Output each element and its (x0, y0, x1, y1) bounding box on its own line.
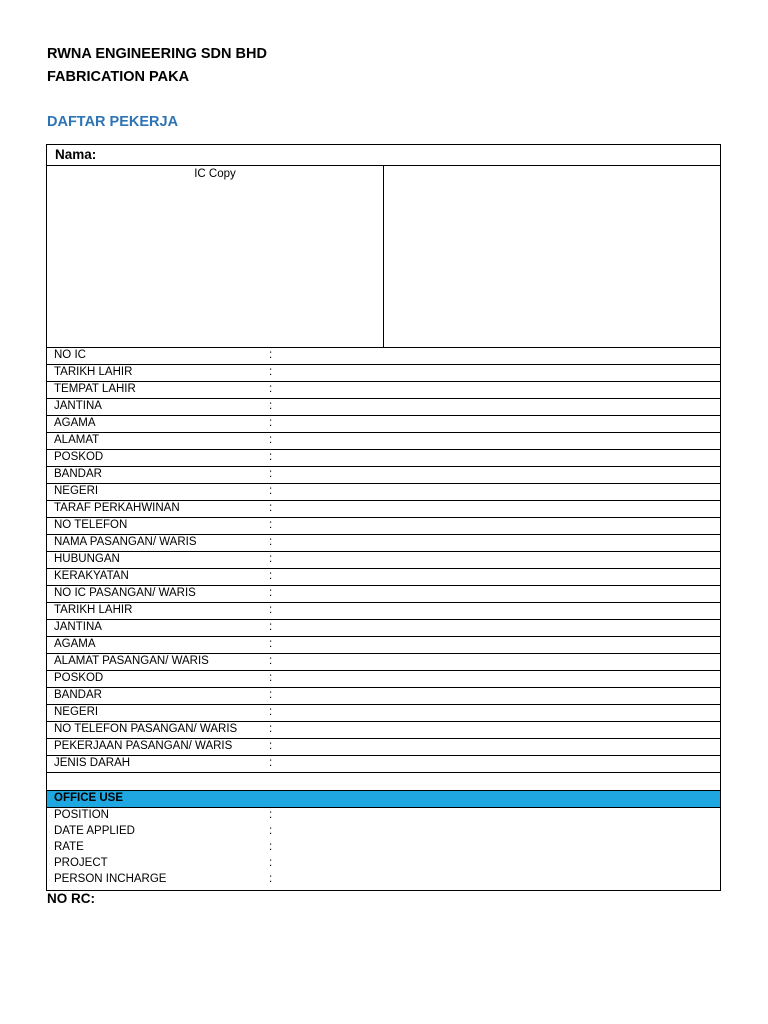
field-label: NEGERI (54, 485, 99, 497)
field-label: PEKERJAAN PASANGAN/ WARIS (54, 740, 233, 752)
field-separator: : (269, 757, 273, 769)
field-label: TARIKH LAHIR (54, 604, 133, 616)
field-row (47, 450, 720, 467)
office-field-row (47, 857, 720, 873)
field-separator: : (269, 366, 273, 378)
office-field-separator: : (269, 857, 273, 869)
field-label: BANDAR (54, 689, 102, 701)
field-label: POSKOD (54, 672, 104, 684)
office-field-label: PERSON INCHARGE (54, 873, 167, 885)
field-label: TARIKH LAHIR (54, 366, 133, 378)
no-rc-label: NO RC: (47, 891, 95, 906)
field-label: BANDAR (54, 468, 102, 480)
field-row (47, 705, 720, 722)
field-row (47, 603, 720, 620)
field-label: ALAMAT (54, 434, 100, 446)
office-field-separator: : (269, 841, 273, 853)
field-label: JANTINA (54, 621, 102, 633)
field-separator: : (269, 570, 273, 582)
name-row (47, 145, 720, 166)
field-label: JANTINA (54, 400, 102, 412)
field-separator: : (269, 621, 273, 633)
field-label: KERAKYATAN (54, 570, 129, 582)
office-field-label: POSITION (54, 809, 109, 821)
name-label: Nama: (55, 147, 97, 162)
field-separator: : (269, 587, 273, 599)
field-separator: : (269, 638, 273, 650)
field-label: ALAMAT PASANGAN/ WARIS (54, 655, 209, 667)
office-field-label: RATE (54, 841, 84, 853)
office-field-label: DATE APPLIED (54, 825, 135, 837)
field-label: AGAMA (54, 417, 96, 429)
office-field-row (47, 825, 720, 841)
field-row (47, 688, 720, 705)
field-row (47, 722, 720, 739)
office-use-fields (47, 808, 720, 890)
office-field-label: PROJECT (54, 857, 108, 869)
field-row (47, 552, 720, 569)
field-separator: : (269, 553, 273, 565)
field-label: NEGERI (54, 706, 99, 718)
field-row (47, 348, 720, 365)
company-name: RWNA ENGINEERING SDN BHD (47, 46, 267, 62)
field-row (47, 637, 720, 654)
field-row (47, 569, 720, 586)
field-row (47, 484, 720, 501)
field-row (47, 467, 720, 484)
field-separator: : (269, 468, 273, 480)
employee-registration-form (46, 144, 721, 891)
field-separator: : (269, 349, 273, 361)
field-label: JENIS DARAH (54, 757, 131, 769)
field-row (47, 535, 720, 552)
field-row (47, 433, 720, 450)
field-separator: : (269, 740, 273, 752)
field-row (47, 620, 720, 637)
field-label: NO IC (54, 349, 86, 361)
field-row (47, 365, 720, 382)
field-row (47, 739, 720, 756)
field-label: TARAF PERKAHWINAN (54, 502, 180, 514)
field-row (47, 501, 720, 518)
field-row (47, 416, 720, 433)
office-field-separator: : (269, 809, 273, 821)
field-row (47, 382, 720, 399)
personal-fields (47, 348, 720, 773)
company-division: FABRICATION PAKA (47, 69, 190, 85)
field-label: HUBUNGAN (54, 553, 120, 565)
field-separator: : (269, 383, 273, 395)
field-separator: : (269, 672, 273, 684)
field-separator: : (269, 604, 273, 616)
field-separator: : (269, 502, 273, 514)
office-field-separator: : (269, 825, 273, 837)
field-separator: : (269, 706, 273, 718)
field-separator: : (269, 723, 273, 735)
ic-copy-label: IC Copy (194, 168, 236, 180)
office-use-header: OFFICE USE (47, 791, 720, 808)
field-row (47, 671, 720, 688)
field-row (47, 518, 720, 535)
field-label: NO IC PASANGAN/ WARIS (54, 587, 196, 599)
field-label: AGAMA (54, 638, 96, 650)
field-label: NO TELEFON (54, 519, 128, 531)
field-separator: : (269, 417, 273, 429)
field-label: NAMA PASANGAN/ WARIS (54, 536, 197, 548)
field-label: POSKOD (54, 451, 104, 463)
attachment-row (47, 166, 720, 348)
office-field-row (47, 809, 720, 825)
field-separator: : (269, 400, 273, 412)
form-title: DAFTAR PEKERJA (47, 114, 179, 130)
office-field-separator: : (269, 873, 273, 885)
ic-copy-box (47, 166, 384, 347)
office-field-row (47, 841, 720, 857)
field-row (47, 586, 720, 603)
field-row (47, 399, 720, 416)
field-label: NO TELEFON PASANGAN/ WARIS (54, 723, 238, 735)
field-label: TEMPAT LAHIR (54, 383, 136, 395)
field-separator: : (269, 434, 273, 446)
field-separator: : (269, 485, 273, 497)
field-separator: : (269, 655, 273, 667)
field-row (47, 756, 720, 773)
office-field-row (47, 873, 720, 889)
field-separator: : (269, 451, 273, 463)
field-row (47, 654, 720, 671)
photo-box (384, 166, 720, 347)
field-separator: : (269, 689, 273, 701)
blank-row (47, 773, 720, 791)
field-separator: : (269, 536, 273, 548)
field-separator: : (269, 519, 273, 531)
